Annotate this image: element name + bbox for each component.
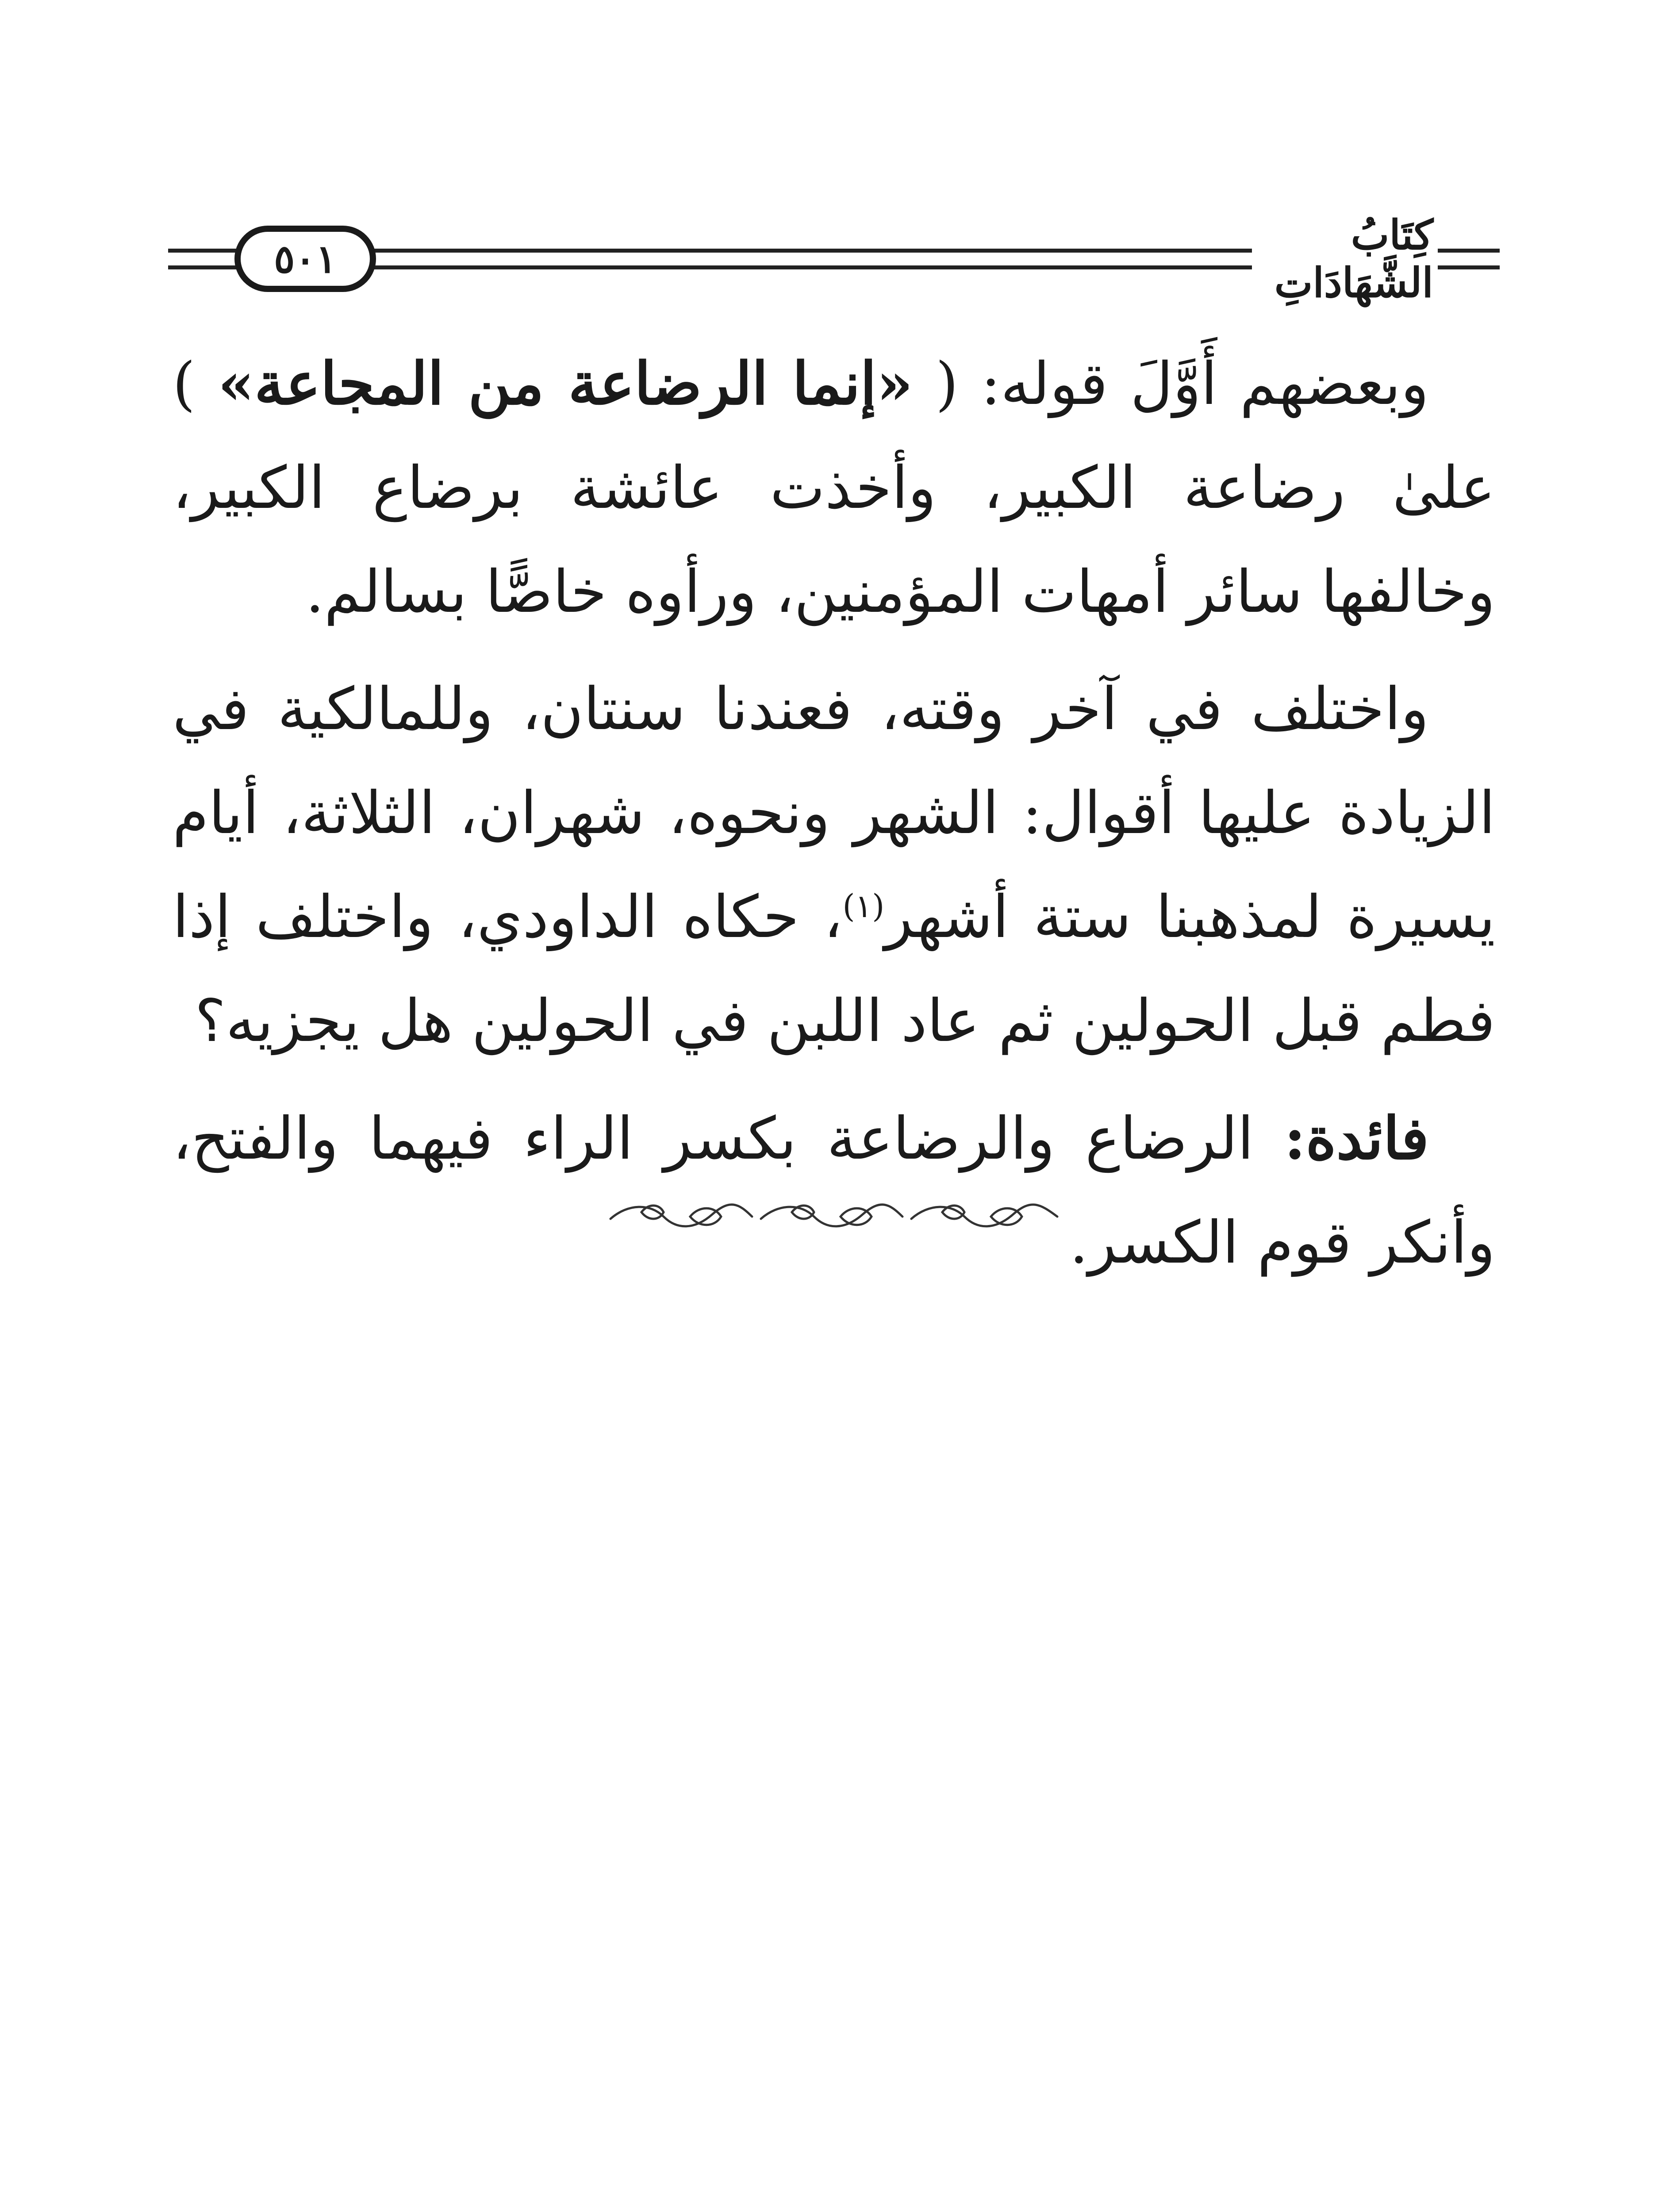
header-rule-middle-top [372, 249, 1252, 253]
header-rule-left-bottom [168, 265, 239, 269]
page-number: ٥٠١ [234, 226, 376, 292]
main-text [173, 332, 1495, 1308]
ornament-divider-icon [602, 1194, 1066, 1234]
header-rule-left-top [168, 249, 239, 253]
header-rule-right-bottom [1438, 265, 1500, 269]
running-title: كِتَابُ الشَّهَادَاتِ [1274, 211, 1433, 307]
paragraph-2-lead: واختلف في آخر وقته، فعندنا سنتان، وللمالكية في الزيادة عليها أقوال: الشهر ونحوه، شهران، الثلاثة، أيام يسيرة لمذهبنا ستة أشهر [173, 675, 1495, 951]
paragraph-2-rest: ، حكاه الداودي، واختلف إذا فطم قبل الحولين ثم عاد اللبن في الحولين هل يجزيه؟ [173, 883, 1495, 1055]
header-rule-right-top [1438, 249, 1500, 253]
paragraph-2 [173, 657, 1495, 1073]
paragraph-3-text: الرضاع والرضاعة بكسر الراء فيهما والفتح، وأنكر قوم الكسر. [173, 1105, 1495, 1277]
hadith-quote: «إنما الرضاعة من المجاعة» [218, 349, 913, 418]
paragraph-1-rest: ) علىٰ رضاعة الكبير، وأخذت عائشة برضاع الكبير، وخالفها سائر أمهات المؤمنين، ورأوه خاصًّا بسالم. [173, 350, 1495, 626]
header-rule-middle-bottom [372, 265, 1252, 269]
paragraph-1 [173, 332, 1495, 644]
footnote-reference[interactable]: (١) [842, 887, 885, 925]
paragraph-1-lead: وبعضهم أَوَّلَ قوله: ( [935, 350, 1429, 418]
paragraph-3 [173, 1087, 1495, 1295]
page-header [168, 211, 1500, 307]
benefit-label: فائدة: [1284, 1104, 1429, 1173]
